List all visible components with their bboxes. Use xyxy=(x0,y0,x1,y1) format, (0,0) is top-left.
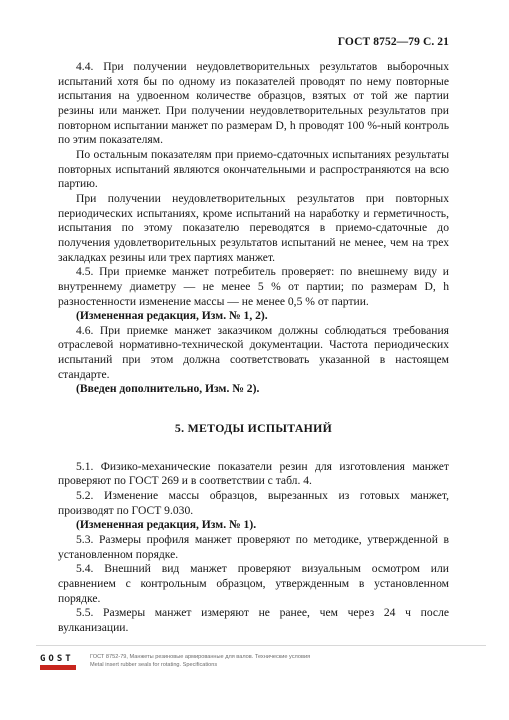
footer-line-russian: ГОСТ 8752-79, Манжеты резиновые армированные для валов. Технические условия xyxy=(90,654,311,660)
paragraph-4-4-periodic: При получении неудовлетворительных результатов при повторных периодических испытаниях, кроме испытаний на наработку и герметичность, испытания по этому показателю переводятся в приемо-сдаточные до получения удовлетворительных результатов испытаний не менее, чем на трех закладках резины или трех партиях манжет. xyxy=(58,191,449,264)
paragraph-4-4: 4.4. При получении неудовлетворительных результатов выборочных испытаний хотя бы по одному из показателей проводят по нему повторные испытания на удвоенном количестве образцов, взятых от той же партии резины или манжет. При получении неудовлетворительных результатов при повторном испытании манжет по размерам D, h проводят 100 %-ный контроль по этим показателям. xyxy=(58,60,449,147)
section-title: 5. МЕТОДЫ ИСПЫТАНИЙ xyxy=(174,421,333,436)
footer-divider xyxy=(36,645,486,646)
paragraph-5-2: 5.2. Изменение массы образцов, вырезанных из готовых манжет, производят по ГОСТ 9.030. xyxy=(58,489,449,517)
paragraph-4-5: 4.5. При приемке манжет потребитель проверяет: по внешнему виду и внутреннему диаметру — не менее 5 % от партии; по размерам D, h разностенности изменение массы — не менее 0,5 % от партии. xyxy=(58,265,449,308)
footer-line-english: Metal insert rubber seals for rotating. Specifications xyxy=(90,662,218,668)
paragraph-5-3: 5.3. Размеры профиля манжет проверяют по методике, утвержденной в установленном порядке. xyxy=(58,533,449,561)
amendment-note-5-2: (Измененная редакция, Изм. № 1). xyxy=(76,518,257,532)
page-footer xyxy=(36,645,486,675)
paragraph-5-5: 5.5. Размеры манжет измеряют не ранее, чем через 24 ч после вулканизации. xyxy=(58,606,449,634)
amendment-note-4-5: (Измененная редакция, Изм. № 1, 2). xyxy=(76,309,268,323)
running-header: ГОСТ 8752—79 С. 21 xyxy=(337,36,449,48)
footer-caption xyxy=(90,653,310,669)
document-body xyxy=(58,60,449,636)
amendment-note-4-6: (Введен дополнительно, Изм. № 2). xyxy=(76,382,260,396)
paragraph-4-6: 4.6. При приемке манжет заказчиком должны соблюдаться требования отраслевой нормативно-технической документации. Частота периодических испытаний при этом должна соответствовать указанной в настоящем стандарте. xyxy=(58,323,449,381)
logo-red-bar xyxy=(40,665,76,670)
paragraph-5-4: 5.4. Внешний вид манжет проверяют визуальным осмотром или сравнением с контрольным образцом, утвержденным в установленном порядке. xyxy=(58,562,449,605)
logo-text: GOST xyxy=(40,654,74,664)
paragraph-4-4-acceptance: По остальным показателям при приемо-сдаточных испытаниях результаты повторных испытаний являются окончательными и распространяются на всю партию. xyxy=(58,147,449,191)
gost-logo[interactable] xyxy=(40,654,78,672)
paragraph-5-1: 5.1. Физико-механические показатели резин для изготовления манжет проверяют по ГОСТ 269 и в соответствии с табл. 4. xyxy=(58,459,449,488)
